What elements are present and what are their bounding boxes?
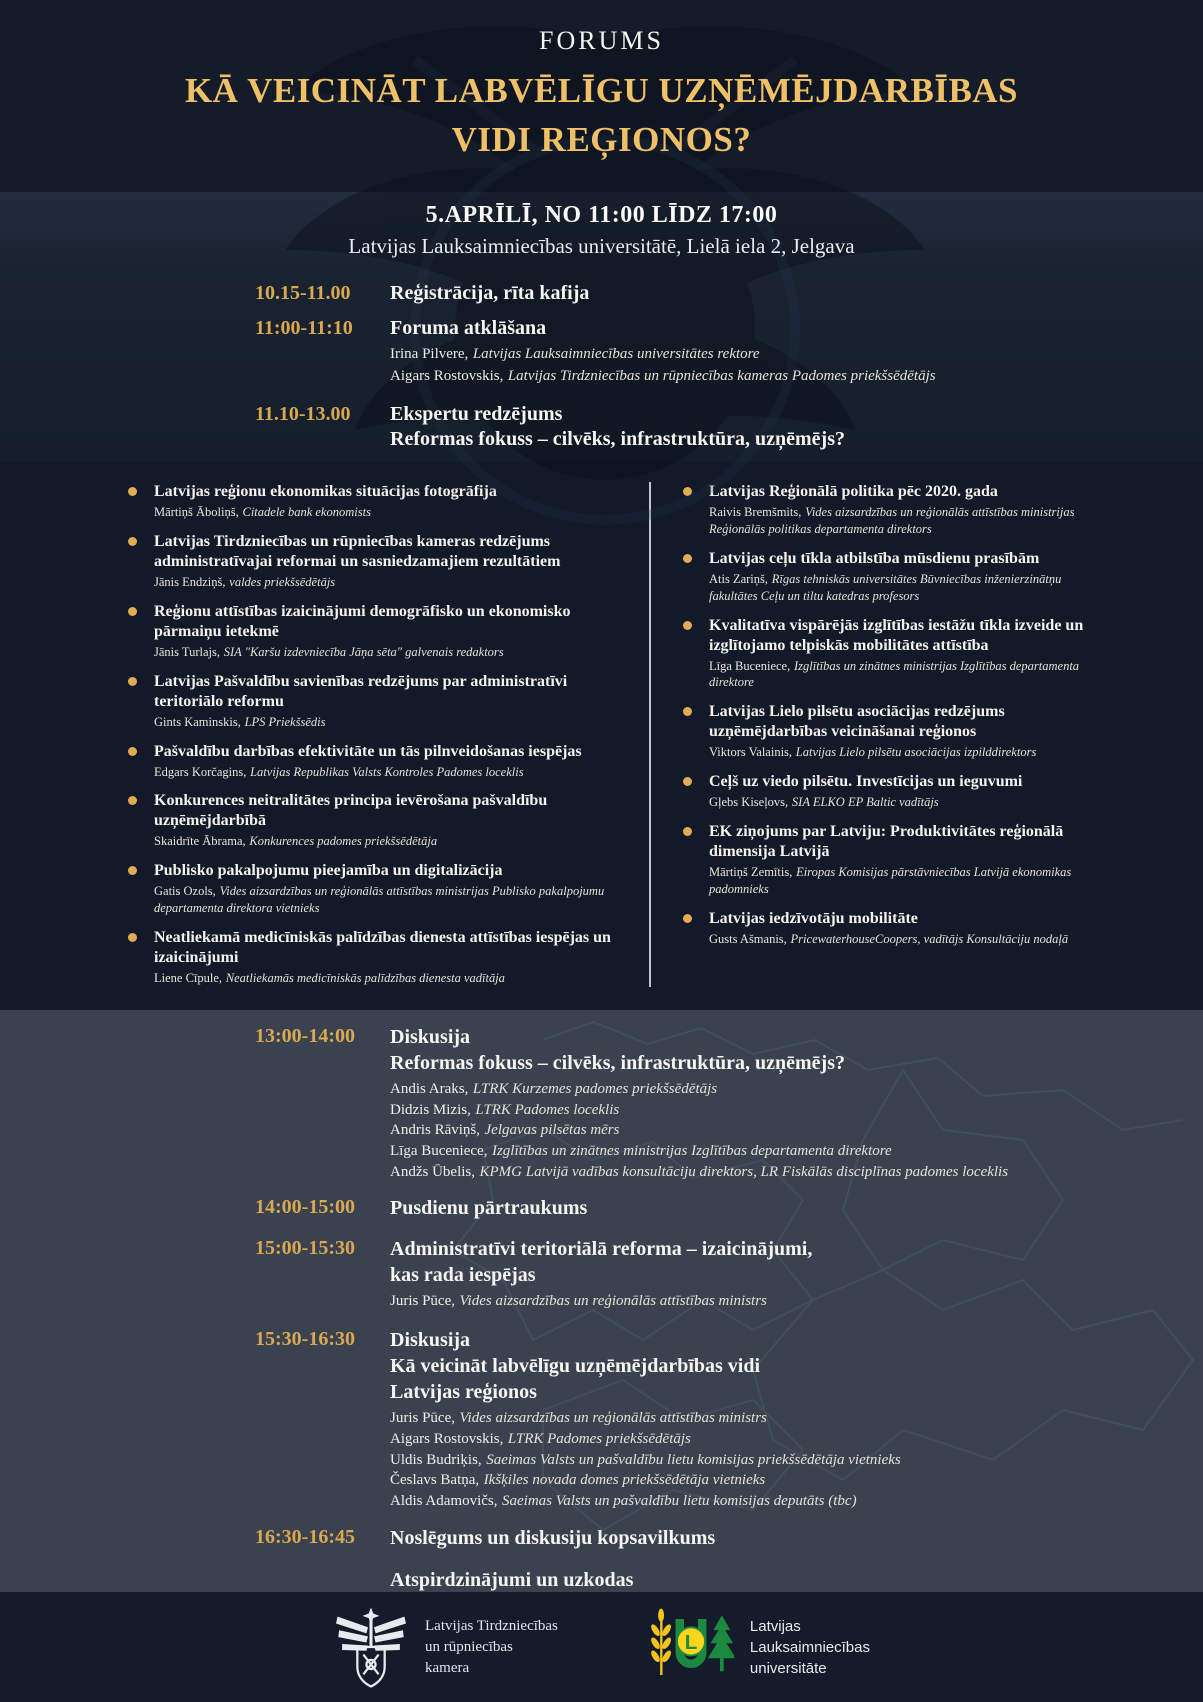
speaker-name: Irina Pilvere, — [390, 346, 469, 362]
speaker-name: Līga Buceniece, — [390, 1143, 488, 1160]
agenda-title: Atspirdzinājumi un uzkodas — [390, 1568, 634, 1591]
speaker-name: Juris Pūce, — [390, 1293, 455, 1310]
speaker-role: KPMG Latvijā vadības konsultāciju direktors, LR Fiskālās disciplīnas padomes loceklis — [479, 1163, 1009, 1180]
agenda-title: Administratīvi teritoriālā reforma – izaicinājumi, — [390, 1238, 813, 1261]
expert-speaker — [709, 658, 1085, 692]
speaker-role: SIA "Karšu izdevniecība Jāņa sēta" galvenais redaktors — [223, 644, 504, 659]
bullet-dot-icon — [683, 487, 692, 496]
expert-item — [128, 742, 633, 781]
speaker-role: Neatliekamās medicīniskās palīdzības dienesta vadītāja — [225, 971, 505, 985]
llu-logo — [648, 1604, 734, 1690]
expert-speaker — [709, 571, 1085, 605]
speaker-line — [390, 1120, 1173, 1141]
expert-topic: Reģionu attīstības izaicinājumi demogrāfisko un ekonomisko pārmaiņu ietekmē — [154, 602, 571, 640]
speaker-name: Edgars Korčagins, — [154, 764, 247, 779]
speaker-role: LTRK Padomes loceklis — [475, 1101, 620, 1118]
speaker-name: Liene Cīpule, — [154, 971, 223, 985]
expert-topic: Latvijas iedzīvotāju mobilitāte — [709, 909, 918, 927]
agenda-subtitle: Latvijas reģionos — [390, 1381, 537, 1404]
expert-topic: Latvijas Pašvaldību savienības redzējums par administratīvi teritoriālo reformu — [154, 672, 568, 710]
expert-speaker — [709, 864, 1085, 898]
speaker-name: Skaidrīte Ābrama, — [154, 834, 246, 849]
expert-topic: Latvijas reģionu ekonomikas situācijas fotogrāfija — [154, 483, 497, 500]
expert-topic: Konkurences neitralitātes principa ievērošana pašvaldību uzņēmējdarbībā — [154, 792, 548, 830]
speaker-role: SIA ELKO EP Baltic vadītājs — [791, 795, 939, 810]
page-title-line2: VIDI REĢIONOS? — [451, 120, 752, 159]
speaker-line — [390, 1141, 1173, 1162]
llu-logo-group — [648, 1604, 870, 1690]
footer — [0, 1592, 1203, 1702]
bullet-dot-icon — [128, 866, 137, 875]
speaker-name: Gints Kaminskis, — [154, 714, 241, 729]
agenda-row — [0, 281, 1203, 306]
agenda-title: Foruma atklāšana — [390, 317, 547, 339]
agenda-title: Diskusija — [390, 1329, 471, 1352]
speaker-list — [390, 1291, 1173, 1312]
llu-text-line2: Lauksaimniecības — [749, 1638, 870, 1656]
speaker-role: Latvijas Lielo pilsētu asociācijas izpilddirektors — [795, 745, 1037, 760]
event-venue: Latvijas Lauksaimniecības universitātē, Lielā iela 2, Jelgava — [348, 234, 855, 258]
llu-text-line3: universitāte — [749, 1659, 827, 1677]
speaker-name: Andis Araks, — [390, 1081, 469, 1097]
expert-item — [128, 482, 633, 521]
speaker-name: Gļebs Kiseļovs, — [709, 795, 789, 810]
expert-item — [683, 702, 1085, 761]
speaker-role: Vides aizsardzības un reģionālās attīstības ministrs — [459, 1293, 767, 1310]
speaker-role: PricewaterhouseCoopers, vadītājs Konsultāciju nodaļā — [790, 931, 1069, 946]
bullet-dot-icon — [128, 747, 137, 756]
expert-speaker — [154, 970, 633, 987]
expert-item — [128, 861, 633, 917]
column-divider — [649, 482, 651, 987]
agenda-time: 11:00-11:10 — [255, 317, 353, 339]
speaker-role: Latvijas Republikas Valsts Kontroles Padomes loceklis — [250, 764, 524, 779]
expert-item — [128, 672, 633, 731]
agenda-subtitle: kas rada iespējas — [390, 1264, 536, 1287]
agenda-row — [0, 1024, 1203, 1182]
bullet-dot-icon — [128, 607, 137, 616]
agenda-subtitle: Reformas fokuss – cilvēks, infrastruktūra, uzņēmējs? — [390, 1052, 845, 1074]
speaker-line — [390, 1079, 1173, 1100]
bullet-dot-icon — [683, 777, 692, 786]
speaker-name: Gatis Ozols, — [154, 884, 216, 899]
expert-speaker — [709, 744, 1085, 761]
speaker-name: Aigars Rostovskis, — [390, 367, 504, 384]
ltrk-logo-group — [333, 1604, 558, 1690]
speaker-role: Latvijas Lauksaimniecības universitātes rektore — [472, 346, 760, 362]
agenda-row — [0, 1236, 1203, 1312]
agenda-row — [0, 1525, 1203, 1551]
expert-item — [683, 482, 1085, 538]
bullet-dot-icon — [683, 621, 692, 630]
agenda-row — [0, 316, 1203, 388]
speaker-list — [390, 1079, 1173, 1182]
expert-speaker — [154, 764, 633, 781]
ltrk-text-line3: kamera — [425, 1659, 470, 1676]
speaker-role: LPS Priekšsēdis — [244, 714, 326, 729]
expert-column-right — [683, 482, 1085, 1010]
agenda-row — [0, 1567, 1203, 1593]
speaker-list — [390, 1408, 1173, 1511]
speaker-line — [390, 1408, 1173, 1429]
speaker-line — [390, 344, 1173, 366]
agenda-time: 15:00-15:30 — [255, 1237, 355, 1260]
afternoon-schedule — [0, 1010, 1203, 1592]
speaker-line — [390, 1429, 1173, 1450]
speaker-role: Latvijas Tirdzniecības un rūpniecības kameras Padomes priekšsēdētājs — [507, 367, 936, 384]
speaker-role: LTRK Padomes priekšsēdētājs — [507, 1430, 691, 1447]
date-band — [0, 192, 1203, 265]
speaker-name: Atis Zariņš, — [709, 571, 769, 586]
speaker-role: Ikšķiles novada domes priekšsēdētāja vietnieks — [483, 1472, 766, 1489]
fir-tree-icon — [708, 1615, 734, 1671]
expert-topic: Ceļš uz viedo pilsētu. Investīcijas un ieguvumi — [709, 773, 1023, 791]
speaker-name: Česlavs Batņa, — [390, 1472, 480, 1489]
speaker-name: Raivis Bremšmits, — [709, 505, 802, 519]
llu-logo-letter: L — [684, 1630, 698, 1654]
expert-speaker — [154, 833, 633, 850]
expert-speaker — [154, 504, 633, 521]
expert-item — [683, 822, 1085, 898]
speaker-line — [390, 1291, 1173, 1312]
kicker-forums: FORUMS — [539, 26, 664, 55]
event-datetime: 5.APRĪLĪ, NO 11:00 LĪDZ 17:00 — [425, 202, 778, 228]
speaker-role: Izglītības un zinātnes ministrijas Izglītības departamenta direktore — [709, 658, 1080, 690]
expert-topic: EK ziņojums par Latviju: Produktivitātes reģionālā dimensija Latvijā — [709, 823, 1064, 860]
agenda-subtitle: Reformas fokuss – cilvēks, infrastruktūra, uzņēmējs? — [390, 427, 845, 450]
expert-topic: Latvijas ceļu tīkla atbilstība mūsdienu prasībām — [709, 549, 1040, 567]
expert-topics — [0, 462, 1203, 1010]
bullet-dot-icon — [683, 827, 692, 836]
speaker-role: Rīgas tehniskās universitātes Būvniecības inženierzinātņu fakultātes Ceļu un tiltu katedras profesors — [709, 571, 1062, 603]
bullet-dot-icon — [128, 796, 137, 805]
speaker-role: Vides aizsardzības un reģionālās attīstības ministrijas Publisko pakalpojumu departamenta direktora vietnieks — [154, 884, 605, 916]
speaker-role: Jelgavas pilsētas mērs — [484, 1122, 620, 1139]
expert-item — [128, 532, 633, 591]
page-title — [0, 66, 1203, 164]
speaker-name: Jānis Turlajs, — [154, 644, 220, 659]
speaker-role: Izglītības un zinātnes ministrijas Izglītības departamenta direktore — [491, 1143, 892, 1160]
speaker-line — [390, 1450, 1173, 1471]
speaker-role: Saeimas Valsts un pašvaldību lietu komisijas priekšsēdētāja vietnieks — [486, 1451, 901, 1468]
expert-item — [683, 772, 1085, 811]
bullet-dot-icon — [683, 554, 692, 563]
expert-speaker — [154, 714, 633, 731]
speaker-list — [390, 344, 1173, 388]
agenda-time: 15:30-16:30 — [255, 1328, 355, 1351]
speaker-name: Jānis Endziņš, — [154, 574, 226, 589]
morning-schedule — [0, 265, 1203, 462]
speaker-name: Didzis Mizis, — [390, 1101, 471, 1118]
expert-speaker — [154, 644, 633, 661]
speaker-role: valdes priekšsēdētājs — [229, 574, 336, 589]
expert-item — [128, 602, 633, 661]
agenda-title: Noslēgums un diskusiju kopsavilkums — [390, 1526, 716, 1549]
bullet-dot-icon — [128, 933, 137, 942]
agenda-time: 16:30-16:45 — [255, 1525, 355, 1548]
speaker-name: Viktors Valainis, — [709, 745, 793, 760]
bullet-dot-icon — [683, 707, 692, 716]
agenda-time: 10.15-11.00 — [255, 282, 351, 304]
expert-topic: Latvijas Lielo pilsētu asociācijas redzējums uzņēmējdarbības veicināšanai reģionos — [709, 703, 1005, 741]
agenda-row — [0, 1327, 1203, 1511]
agenda-title: Pusdienu pārtraukums — [390, 1197, 588, 1220]
ltrk-text-line2: un rūpniecības — [425, 1638, 513, 1655]
agenda-title: Reģistrācija, rīta kafija — [390, 282, 590, 304]
expert-topic: Pašvaldību darbības efektivitāte un tās pilnveidošanas iespējas — [154, 742, 582, 760]
bullet-dot-icon — [128, 537, 137, 546]
wheat-ear-icon — [649, 1609, 672, 1675]
agenda-time: 13:00-14:00 — [255, 1025, 355, 1047]
speaker-name: Andris Rāviņš, — [390, 1122, 480, 1139]
speaker-role: Vides aizsardzības un reģionālās attīstības ministrs — [459, 1410, 767, 1427]
agenda-row — [0, 402, 1203, 452]
agenda-title: Diskusija — [390, 1026, 471, 1048]
agenda-time: 11.10-13.00 — [255, 402, 351, 425]
speaker-role: Saeimas Valsts un pašvaldību lietu komisijas deputāts (tbc) — [502, 1492, 857, 1509]
ltrk-text-line1: Latvijas Tirdzniecības — [425, 1617, 558, 1634]
expert-topic: Publisko pakalpojumu pieejamība un digitalizācija — [154, 862, 503, 880]
expert-speaker — [709, 931, 1085, 948]
expert-item — [128, 928, 633, 987]
expert-item — [128, 791, 633, 850]
agenda-row — [0, 1195, 1203, 1221]
agenda-subtitle: Kā veicināt labvēlīgu uzņēmējdarbības vidi — [390, 1355, 761, 1378]
speaker-name: Uldis Budriķis, — [390, 1451, 482, 1468]
expert-topic: Latvijas Tirdzniecības un rūpniecības kameras redzējums administratīvajai reformai un sasniedzamajiem rezultātiem — [154, 532, 561, 570]
speaker-line — [390, 1491, 1173, 1512]
speaker-name: Andžs Ūbelis, — [390, 1163, 475, 1180]
speaker-role: LTRK Kurzemes padomes priekšsēdētājs — [472, 1081, 718, 1097]
speaker-line — [390, 1100, 1173, 1121]
expert-topic: Neatliekamā medicīniskās palīdzības dienesta attīstības iespējas un izaicinājumi — [154, 929, 611, 966]
speaker-name: Gusts Ašmanis, — [709, 931, 787, 946]
expert-speaker — [154, 883, 633, 917]
speaker-name: Mārtiņš Āboliņš, — [154, 505, 239, 519]
speaker-name: Juris Pūce, — [390, 1410, 455, 1427]
speaker-role: Vides aizsardzības un reģionālās attīstības ministrijas Reģionālās politikas departamenta direktors — [709, 505, 1075, 536]
expert-item — [683, 909, 1085, 948]
speaker-name: Aldis Adamovičs, — [390, 1492, 498, 1509]
llu-text-line1: Latvijas — [749, 1617, 801, 1635]
ltrk-logo — [333, 1604, 409, 1690]
speaker-line — [390, 1470, 1173, 1491]
speaker-name: Līga Buceniece, — [709, 658, 791, 673]
speaker-line — [390, 366, 1173, 388]
expert-speaker — [154, 574, 633, 591]
agenda-title: Ekspertu redzējums — [390, 402, 563, 425]
agenda-time — [255, 1567, 390, 1593]
agenda-time: 14:00-15:00 — [255, 1196, 355, 1219]
speaker-role: Citadele bank ekonomists — [242, 505, 371, 519]
expert-item — [683, 549, 1085, 605]
speaker-name: Mārtiņš Zemītis, — [709, 865, 793, 879]
llu-logo-text — [750, 1616, 870, 1679]
ltrk-logo-text — [425, 1616, 558, 1679]
speaker-name: Aigars Rostovskis, — [390, 1430, 504, 1447]
speaker-role: Konkurences padomes priekšsēdētāja — [249, 834, 438, 849]
header — [0, 0, 1203, 192]
speaker-line — [390, 1162, 1173, 1183]
page-title-line1: KĀ VEICINĀT LABVĒLĪGU UZŅĒMĒJDARBĪBAS — [184, 71, 1019, 110]
expert-topic: Latvijas Reģionālā politika pēc 2020. gada — [709, 483, 998, 500]
expert-column-left — [128, 482, 633, 1010]
bullet-dot-icon — [128, 487, 137, 496]
bullet-dot-icon — [683, 914, 692, 923]
bullet-dot-icon — [128, 677, 137, 686]
speaker-role: Eiropas Komisijas pārstāvniecības Latvijā ekonomikas padomnieks — [709, 865, 1072, 896]
expert-topic: Kvalitatīva vispārējās izglītības iestāžu tīkla izveide un izglītojamo telpiskās mobilitātes attīstība — [709, 616, 1084, 654]
expert-item — [683, 616, 1085, 692]
expert-speaker — [709, 794, 1085, 811]
expert-speaker — [709, 504, 1085, 538]
